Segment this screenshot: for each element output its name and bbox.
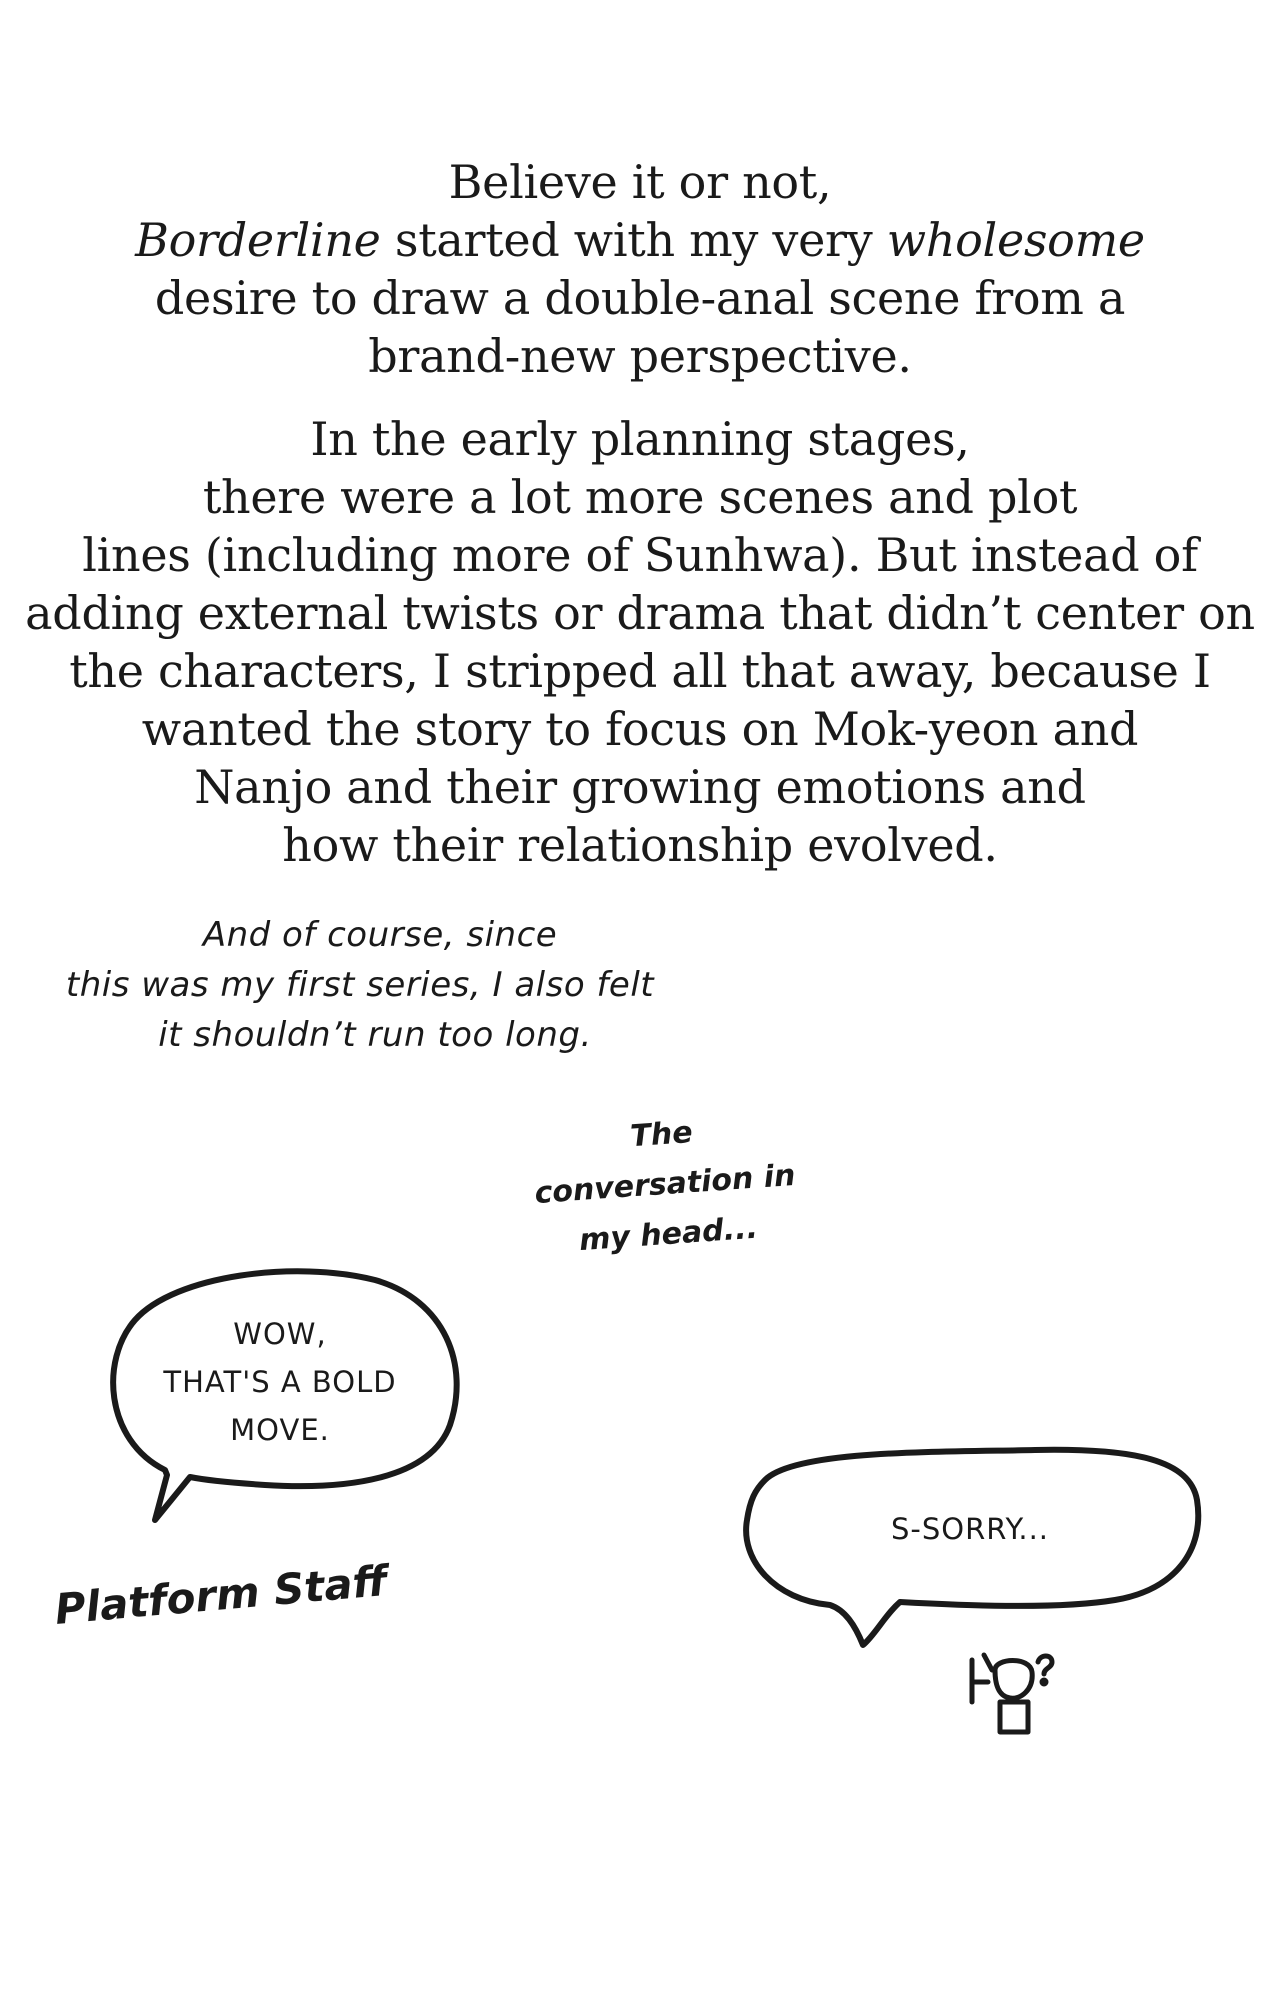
text-line (0, 327, 1280, 385)
chibi-author-icon (960, 1640, 1070, 1750)
text-line: Nanjo and their growing emotions and (194, 760, 1086, 814)
text-segment: brand-new perspective. (368, 329, 912, 383)
staff-dialogue (115, 1310, 445, 1454)
series-title: Borderline (135, 213, 381, 267)
text-line: S-SORRY... (890, 1512, 1050, 1546)
text-line: this was my first series, I also felt (65, 965, 655, 1005)
text-segment: desire to draw a double-anal scene from a (154, 271, 1126, 325)
intro-paragraph (0, 153, 1280, 385)
planning-paragraph (0, 410, 1280, 874)
text-line: conversation in (533, 1157, 797, 1212)
text-line (0, 211, 1280, 269)
text-line: it shouldn’t run too long. (158, 1015, 592, 1055)
conversation-caption (495, 1099, 835, 1272)
text-segment: started with my very (380, 213, 887, 267)
text-line: how their relationship evolved. (282, 818, 998, 872)
text-line (0, 269, 1280, 327)
text-line: MOVE. (230, 1413, 330, 1447)
text-line: THAT'S A BOLD (163, 1365, 397, 1399)
text-line: my head... (578, 1210, 759, 1259)
speaker-label: Platform Staff (52, 1556, 390, 1634)
emphasis-word: wholesome (886, 213, 1145, 267)
text-line: the characters, I stripped all that away, because I (69, 644, 1211, 698)
text-line (0, 153, 1280, 211)
text-segment: Believe it or not, (448, 155, 832, 209)
text-line: And of course, since (202, 915, 558, 955)
author-dialogue (800, 1505, 1140, 1553)
handwritten-aside (40, 910, 680, 1060)
text-line: lines (including more of Sunhwa). But instead of (82, 528, 1198, 582)
text-line: wanted the story to focus on Mok-yeon and (141, 702, 1139, 756)
text-line: WOW, (233, 1317, 327, 1351)
text-line: there were a lot more scenes and plot (202, 470, 1078, 524)
text-line: The (629, 1114, 694, 1155)
text-line: In the early planning stages, (310, 412, 970, 466)
text-line: adding external twists or drama that didn’t center on (25, 586, 1255, 640)
